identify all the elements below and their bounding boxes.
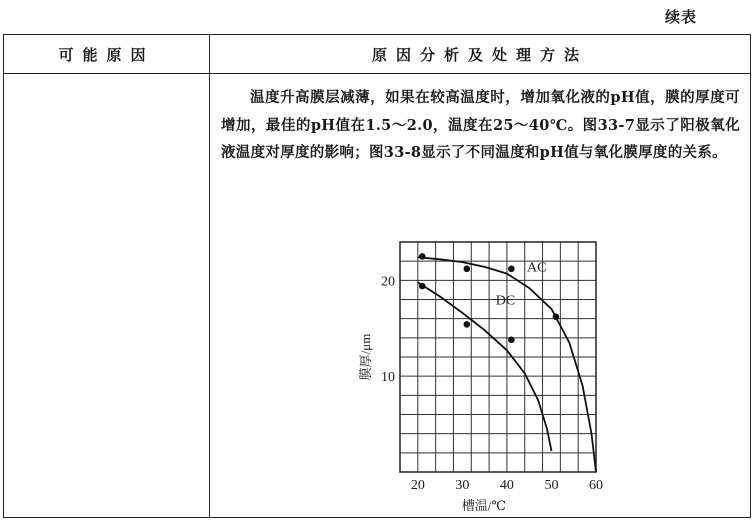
x-tick-label: 20 xyxy=(410,478,425,493)
header-possible-cause: 可能原因 xyxy=(4,35,210,74)
y-tick-label: 20 xyxy=(381,274,395,290)
series-label-ac: AC xyxy=(526,260,547,276)
data-point-ac xyxy=(419,253,426,260)
y-tick-label: 10 xyxy=(381,370,395,386)
x-axis-label: 槽温/℃ xyxy=(461,498,507,513)
chart-svg xyxy=(345,230,615,518)
data-point-ac xyxy=(553,313,560,320)
data-point-dc xyxy=(508,336,515,343)
data-point-dc xyxy=(464,321,471,328)
y-axis-label: 膜厚/μm xyxy=(358,333,373,381)
x-tick-label: 60 xyxy=(589,478,603,493)
thickness-temperature-chart xyxy=(345,230,615,518)
x-tick-label: 50 xyxy=(544,478,559,493)
data-point-ac xyxy=(508,266,515,273)
analysis-text: 温度升高膜层减薄，如果在较高温度时，增加氧化液的pH值，膜的厚度可增加，最佳的pH值在1.5～2.0，温度在25～40℃。图33-7显示了阳极氧化液温度对厚度的影响；图33-8显示了不同温度和pH值与氧化膜厚度的关系。 xyxy=(221,89,740,161)
header-analysis-method: 原因分析及处理方法 xyxy=(210,35,751,74)
continued-label: 续表 xyxy=(665,8,698,26)
table-header-row xyxy=(4,35,751,74)
data-point-ac xyxy=(464,266,471,273)
series-label-dc: DC xyxy=(495,293,516,309)
series-line-dc xyxy=(418,282,552,451)
cause-cell xyxy=(4,74,210,518)
data-point-dc xyxy=(419,283,426,290)
x-tick-label: 30 xyxy=(455,478,470,493)
x-tick-label: 40 xyxy=(499,478,514,493)
